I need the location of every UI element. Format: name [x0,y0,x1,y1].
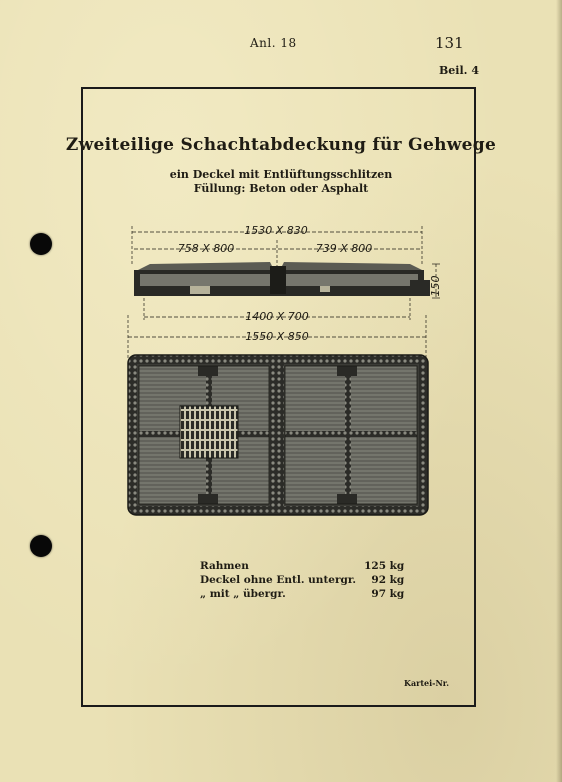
dim-left-cover-label: 758 X 800 [177,242,235,255]
subtitle-ventilation: ein Deckel mit Entlüftungsschlitzen [169,168,393,181]
weight-value: 92 kg [371,574,405,586]
dim-inner-label: 1400 X 700 [245,310,309,323]
attachment-reference: Anl. 18 [250,36,297,50]
weight-value: 125 kg [364,560,405,572]
punch-hole-top [30,233,52,255]
weight-row [200,574,404,588]
weight-label: Deckel ohne Entl. untergr. [200,574,357,586]
weight-value: 97 kg [371,588,405,600]
weight-label: Rahmen [200,560,249,572]
dim-overall-label: 1530 X 830 [244,224,308,237]
plan-view [128,355,428,515]
appendix-label: Beil. 4 [439,64,479,77]
subtitle-filling: Füllung: Beton oder Asphalt [193,182,369,195]
page-edge-shadow [556,0,562,782]
weight-row [200,588,404,602]
cross-section-profile [134,262,430,296]
document-title: Zweiteilige Schachtabdeckung für Gehwege [65,135,497,155]
weight-label: „ mit „ übergr. [200,588,286,600]
technical-drawing [120,220,440,530]
dim-outer-label: 1550 X 850 [245,330,309,343]
punch-hole-bottom [30,535,52,557]
dim-right-cover-label: 739 X 800 [315,242,373,255]
dimension-inner [144,298,410,323]
page-number: 131 [435,34,464,52]
weight-row [200,560,404,574]
index-card-number-label: Kartei-Nr. [404,678,450,688]
dim-height-label: 150 [429,275,442,297]
weights-table [200,560,404,602]
